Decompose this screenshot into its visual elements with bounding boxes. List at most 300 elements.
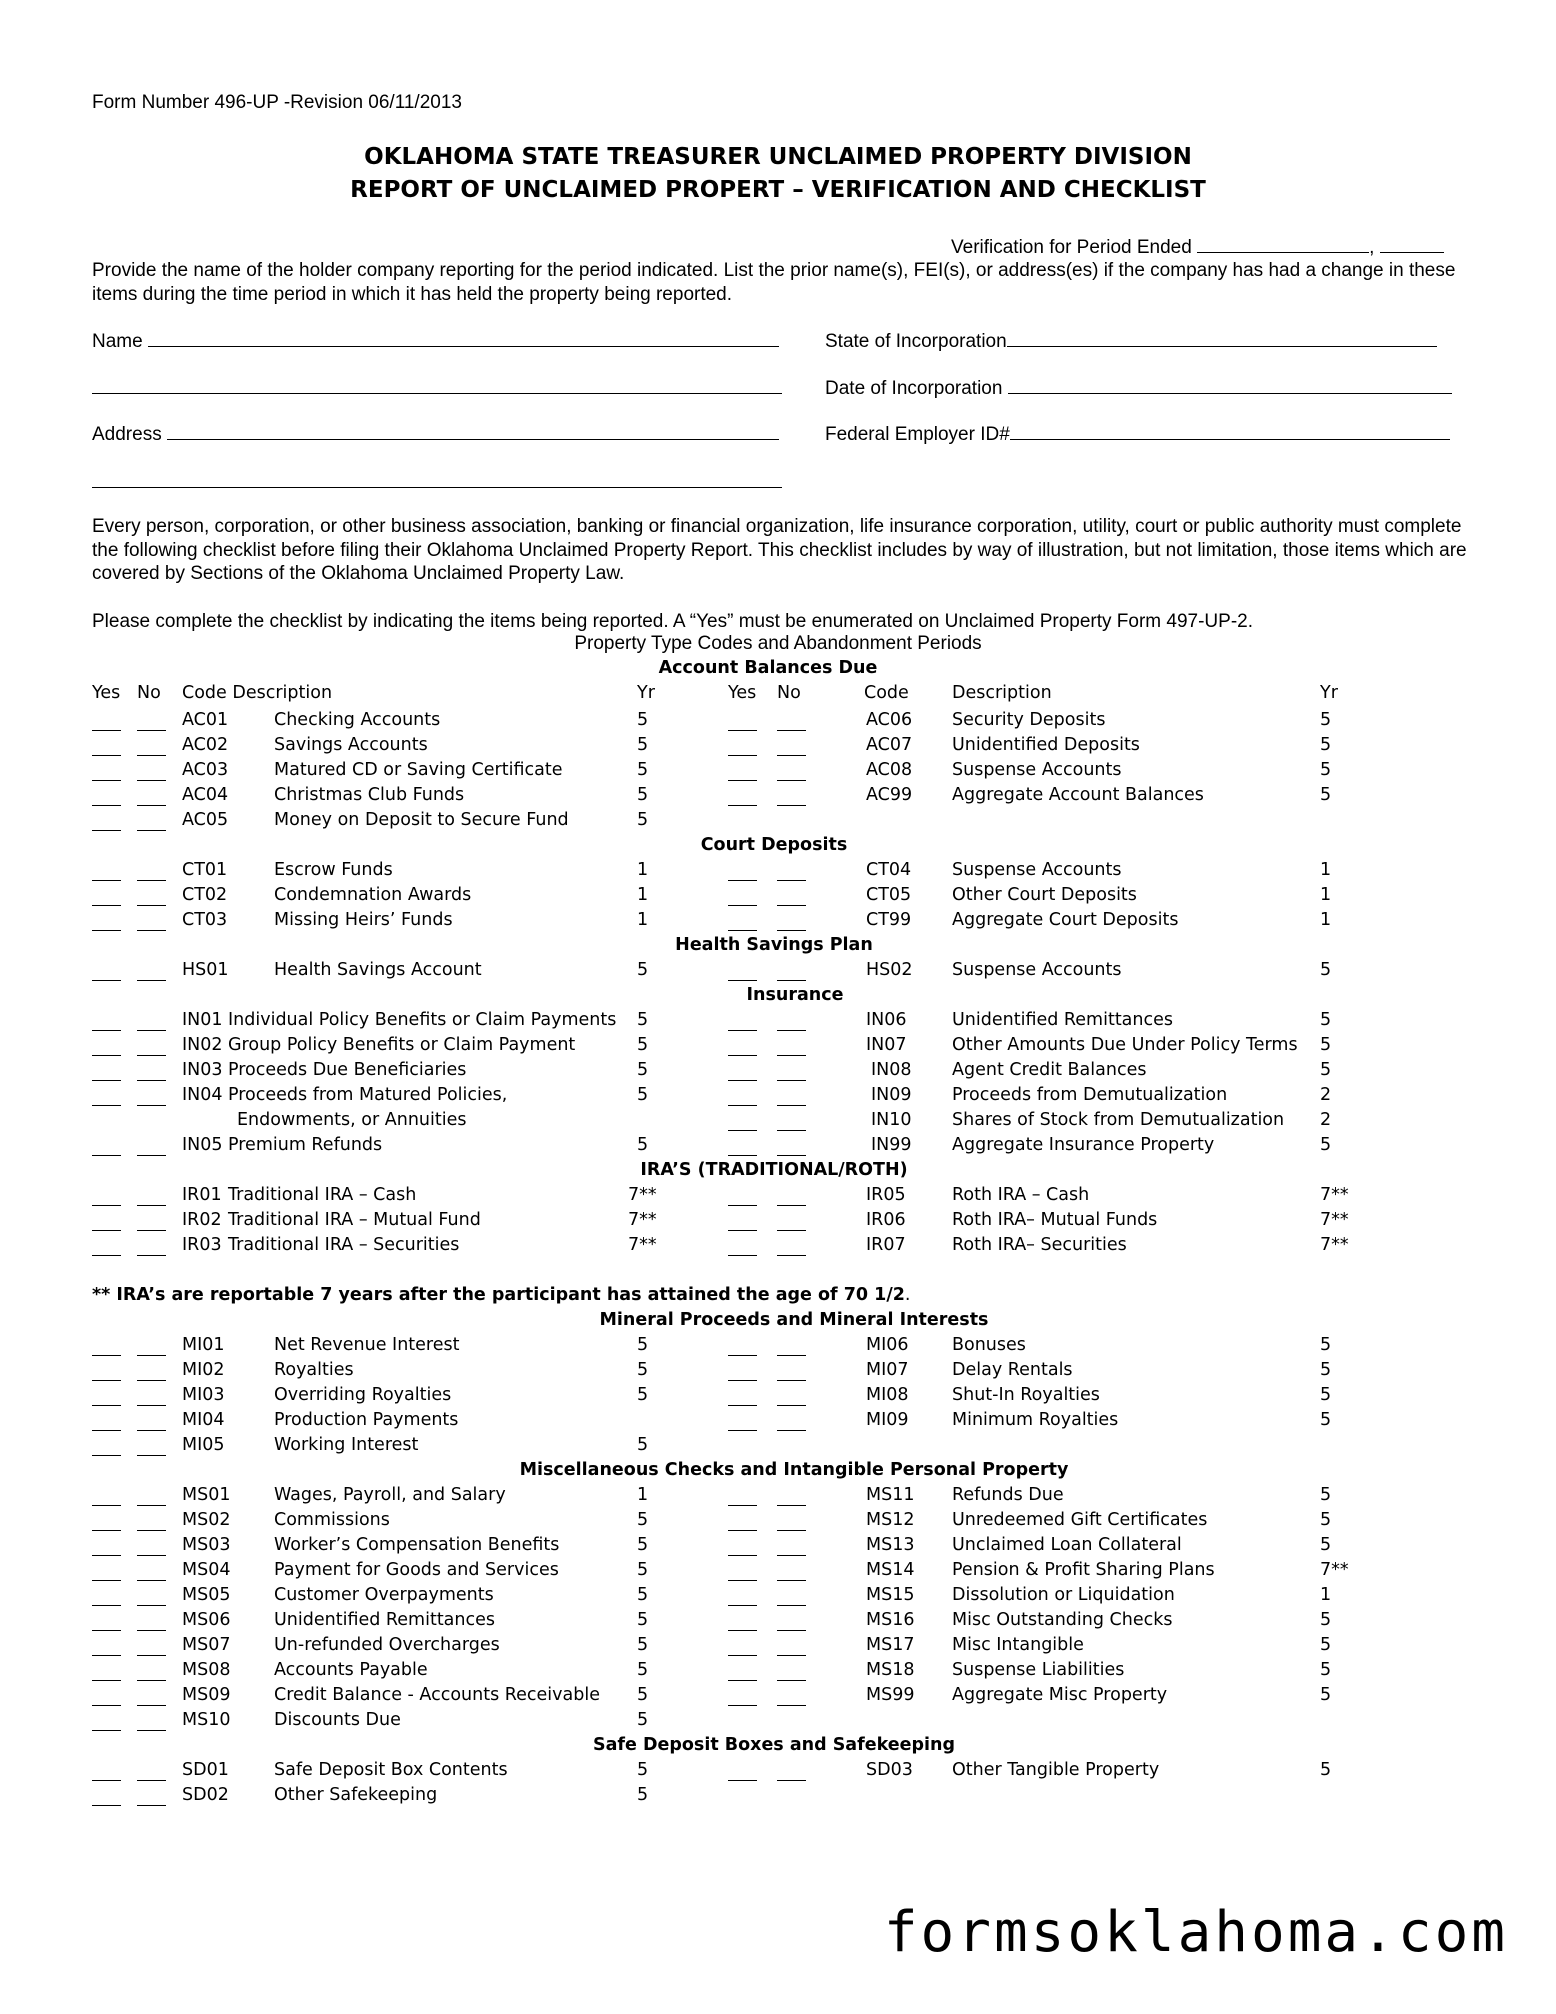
yes-blank-left[interactable] <box>92 1380 121 1381</box>
yes-blank-right[interactable] <box>728 1555 757 1556</box>
no-blank-left[interactable] <box>137 880 166 881</box>
no-blank-right[interactable] <box>777 1530 806 1531</box>
code-left-lc: IR03 <box>182 1235 222 1255</box>
code-left-lc: MS09 <box>182 1685 231 1705</box>
yes-blank-left[interactable] <box>92 1580 121 1581</box>
code-left-lc: MI04 <box>182 1410 225 1430</box>
checklist-row <box>0 1385 1556 1409</box>
yr-left-ly: 5 <box>637 785 649 805</box>
desc-left-ld: Working Interest <box>274 1435 419 1455</box>
code-left-lc: AC05 <box>182 810 229 830</box>
desc-left-ld: Endowments, or Annuities <box>237 1110 467 1130</box>
yr-right-ry: 5 <box>1320 1760 1332 1780</box>
yes-blank-right[interactable] <box>728 1580 757 1581</box>
yes-blank-right[interactable] <box>728 1205 757 1206</box>
code-left-lc: MS07 <box>182 1635 231 1655</box>
yes-blank-right[interactable] <box>728 1530 757 1531</box>
yes-blank-left[interactable] <box>92 1730 121 1731</box>
yes-blank-right[interactable] <box>728 1355 757 1356</box>
no-blank-left[interactable] <box>137 1155 166 1156</box>
yr-left-ly: 5 <box>637 1785 649 1805</box>
yes-blank-left[interactable] <box>92 1055 121 1056</box>
yes-blank-right[interactable] <box>728 1255 757 1256</box>
code-right-rc: MS18 <box>866 1660 915 1680</box>
yr-left-ly: 5 <box>637 1035 649 1055</box>
no-blank-right[interactable] <box>777 1405 806 1406</box>
yes-blank-right[interactable] <box>728 1780 757 1781</box>
yr-left-ly: 5 <box>637 1760 649 1780</box>
yes-blank-left[interactable] <box>92 755 121 756</box>
code-right-rc: CT04 <box>866 860 912 880</box>
checklist-row <box>0 910 1556 934</box>
yr-right-ry: 5 <box>1320 785 1332 805</box>
yes-blank-left[interactable] <box>92 1255 121 1256</box>
no-blank-left[interactable] <box>137 1205 166 1206</box>
no-blank-left[interactable] <box>137 1355 166 1356</box>
col-desc-right: Description <box>952 683 1052 703</box>
no-blank-left[interactable] <box>137 1080 166 1081</box>
yes-blank-left[interactable] <box>92 880 121 881</box>
code-right-rc: IN09 <box>871 1085 912 1105</box>
yes-blank-right[interactable] <box>728 730 757 731</box>
checklist-row <box>0 1535 1556 1559</box>
desc-left-ld: Production Payments <box>274 1410 459 1430</box>
code-left-lc: MS01 <box>182 1485 231 1505</box>
code-right-rc: IR05 <box>866 1185 906 1205</box>
checklist-row <box>0 1085 1556 1109</box>
yr-left-ly: 5 <box>637 1710 649 1730</box>
code-left-lc: IN03 <box>182 1060 223 1080</box>
yes-blank-right[interactable] <box>728 1130 757 1131</box>
no-blank-right[interactable] <box>777 780 806 781</box>
checklist-row <box>0 1635 1556 1659</box>
yr-left-ly: 5 <box>637 1135 649 1155</box>
yes-blank-left[interactable] <box>92 1105 121 1106</box>
holder-instructions: Provide the name of the holder company reporting for the period indicated. List the prior name(s), FEI(s), or address(es) if the company has had a change in these items during the time period in which it has held the property being reported. <box>92 260 1456 305</box>
yr-right-ry: 7** <box>1320 1185 1349 1205</box>
code-right-rc: MI07 <box>866 1360 909 1380</box>
desc-left-ld: Money on Deposit to Secure Fund <box>274 810 569 830</box>
desc-left-ld: Worker’s Compensation Benefits <box>274 1535 560 1555</box>
desc-right-rd: Refunds Due <box>952 1485 1064 1505</box>
yes-blank-right[interactable] <box>728 880 757 881</box>
yes-blank-right[interactable] <box>728 930 757 931</box>
no-blank-right[interactable] <box>777 1105 806 1106</box>
yr-right-ry: 5 <box>1320 1610 1332 1630</box>
no-blank-left[interactable] <box>137 1455 166 1456</box>
checklist-row <box>0 1185 1556 1209</box>
code-left-lc: MS05 <box>182 1585 231 1605</box>
checklist-row <box>0 1760 1556 1784</box>
yr-left-ly: 5 <box>637 960 649 980</box>
no-blank-right[interactable] <box>777 1080 806 1081</box>
date-field[interactable] <box>1008 393 1452 394</box>
no-blank-right[interactable] <box>777 1355 806 1356</box>
yes-blank-left[interactable] <box>92 1230 121 1231</box>
desc-right-rd: Security Deposits <box>952 710 1106 730</box>
desc-right-rd: Other Tangible Property <box>952 1760 1160 1780</box>
no-blank-left[interactable] <box>137 730 166 731</box>
yes-blank-left[interactable] <box>92 1805 121 1806</box>
no-blank-right[interactable] <box>777 1030 806 1031</box>
code-right-rc: MI06 <box>866 1335 909 1355</box>
code-right-rc: MS15 <box>866 1585 915 1605</box>
yes-blank-left[interactable] <box>92 1680 121 1681</box>
no-blank-left[interactable] <box>137 1580 166 1581</box>
yes-blank-right[interactable] <box>728 805 757 806</box>
no-blank-right[interactable] <box>777 930 806 931</box>
yes-blank-left[interactable] <box>92 1655 121 1656</box>
yes-blank-right[interactable] <box>728 980 757 981</box>
yr-right-ry: 5 <box>1320 1135 1332 1155</box>
watermark: formsoklahoma.com <box>883 1900 1508 1965</box>
col-no-right: No <box>777 683 801 703</box>
yes-blank-left[interactable] <box>92 1155 121 1156</box>
desc-right-rd: Unidentified Remittances <box>952 1010 1174 1030</box>
code-left-lc: CT01 <box>182 860 228 880</box>
checklist-row <box>0 1360 1556 1384</box>
checklist-instructions: Every person, corporation, or other business association, banking or financial organization, life insurance corporation, utility, court or public authority must complete the following checklist before filing their Oklahoma Unclaimed Property Report. This checklist includes by way of illustration, but not limitation, those items which are covered by Sections of the Oklahoma Unclaimed Property Law. <box>92 516 1467 584</box>
yr-right-ry: 5 <box>1320 1685 1332 1705</box>
no-blank-right[interactable] <box>777 1705 806 1706</box>
code-left-lc: AC03 <box>182 760 229 780</box>
code-right-rc: IN06 <box>866 1010 907 1030</box>
checklist-row <box>0 1560 1556 1584</box>
yes-blank-left[interactable] <box>92 1530 121 1531</box>
no-blank-right[interactable] <box>777 980 806 981</box>
state-row <box>825 331 1437 353</box>
no-blank-right[interactable] <box>777 1505 806 1506</box>
checklist-row <box>0 860 1556 884</box>
desc-left-ld: Traditional IRA – Cash <box>228 1185 417 1205</box>
no-blank-left[interactable] <box>137 1805 166 1806</box>
period-label: Verification for Period Ended , <box>951 237 1444 259</box>
no-blank-left[interactable] <box>137 1530 166 1531</box>
no-blank-right[interactable] <box>777 1580 806 1581</box>
no-blank-right[interactable] <box>777 1380 806 1381</box>
yes-blank-right[interactable] <box>728 1605 757 1606</box>
no-blank-left[interactable] <box>137 1680 166 1681</box>
code-right-rc: AC99 <box>866 785 913 805</box>
no-blank-right[interactable] <box>777 1230 806 1231</box>
code-right-rc: IN99 <box>871 1135 912 1155</box>
yr-right-ry: 5 <box>1320 1535 1332 1555</box>
no-blank-right[interactable] <box>777 1780 806 1781</box>
col-code-desc: Code Description <box>182 683 333 703</box>
no-blank-left[interactable] <box>137 930 166 931</box>
name-field[interactable] <box>148 346 779 347</box>
code-right-rc: MI09 <box>866 1410 909 1430</box>
yes-blank-left[interactable] <box>92 1405 121 1406</box>
yr-left-ly: 5 <box>637 735 649 755</box>
desc-right-rd: Agent Credit Balances <box>952 1060 1147 1080</box>
yr-right-ry: 5 <box>1320 760 1332 780</box>
yes-blank-left[interactable] <box>92 805 121 806</box>
desc-left-ld: Condemnation Awards <box>274 885 472 905</box>
desc-left-ld: Net Revenue Interest <box>274 1335 460 1355</box>
no-blank-right[interactable] <box>777 805 806 806</box>
no-blank-left[interactable] <box>137 805 166 806</box>
no-blank-left[interactable] <box>137 1630 166 1631</box>
code-left-lc: IN05 <box>182 1135 223 1155</box>
no-blank-right[interactable] <box>777 1205 806 1206</box>
state-label: State of Incorporation <box>825 331 1007 352</box>
address-field-2[interactable] <box>92 487 782 488</box>
desc-right-rd: Aggregate Account Balances <box>952 785 1204 805</box>
desc-right-rd: Aggregate Misc Property <box>952 1685 1168 1705</box>
desc-right-rd: Aggregate Court Deposits <box>952 910 1179 930</box>
no-blank-left[interactable] <box>137 1405 166 1406</box>
name-field-2[interactable] <box>92 393 782 394</box>
address-field[interactable] <box>167 439 779 440</box>
yes-blank-left[interactable] <box>92 1780 121 1781</box>
no-blank-right[interactable] <box>777 1555 806 1556</box>
codes-title: Property Type Codes and Abandonment Periods <box>574 633 982 654</box>
code-right-rc: MS16 <box>866 1610 915 1630</box>
desc-left-ld: Un-refunded Overcharges <box>274 1635 500 1655</box>
desc-right-rd: Suspense Liabilities <box>952 1660 1125 1680</box>
code-left-lc: AC02 <box>182 735 229 755</box>
code-left-lc: MI02 <box>182 1360 225 1380</box>
yr-left-ly: 1 <box>637 1485 649 1505</box>
no-blank-left[interactable] <box>137 1730 166 1731</box>
desc-left-ld: Checking Accounts <box>274 710 441 730</box>
yes-blank-right[interactable] <box>728 1505 757 1506</box>
code-right-rc: MS99 <box>866 1685 915 1705</box>
no-blank-left[interactable] <box>137 1380 166 1381</box>
desc-right-rd: Roth IRA– Mutual Funds <box>952 1210 1158 1230</box>
code-right-rc: MI08 <box>866 1385 909 1405</box>
section-court-deposits: Court Deposits <box>700 835 848 855</box>
yes-blank-left[interactable] <box>92 1705 121 1706</box>
fein-row <box>825 424 1450 446</box>
checklist-row <box>0 1210 1556 1234</box>
yes-blank-left[interactable] <box>92 1430 121 1431</box>
code-right-rc: IN07 <box>866 1035 907 1055</box>
yes-blank-left[interactable] <box>92 1355 121 1356</box>
checklist-row <box>0 760 1556 784</box>
checklist-row <box>0 1110 1556 1134</box>
desc-left-ld: Accounts Payable <box>274 1660 428 1680</box>
code-right-rc: MS11 <box>866 1485 915 1505</box>
ira-note: ** IRA’s are reportable 7 years after the participant has attained the age of 70 1/2. <box>92 1285 911 1305</box>
no-blank-right[interactable] <box>777 1680 806 1681</box>
no-blank-right[interactable] <box>777 1130 806 1131</box>
yes-blank-right[interactable] <box>728 1655 757 1656</box>
desc-left-ld: Savings Accounts <box>274 735 428 755</box>
section-mineral: Mineral Proceeds and Mineral Interests <box>599 1310 989 1330</box>
code-left-lc: IN04 <box>182 1085 223 1105</box>
no-blank-right[interactable] <box>777 880 806 881</box>
yes-blank-left[interactable] <box>92 730 121 731</box>
no-blank-left[interactable] <box>137 1230 166 1231</box>
yr-right-ry: 5 <box>1320 1510 1332 1530</box>
yes-blank-left[interactable] <box>92 1455 121 1456</box>
desc-right-rd: Unredeemed Gift Certificates <box>952 1510 1208 1530</box>
yes-blank-left[interactable] <box>92 1605 121 1606</box>
yr-left-ly: 1 <box>637 885 649 905</box>
no-blank-left[interactable] <box>137 1055 166 1056</box>
col-yes: Yes <box>92 683 121 703</box>
desc-left-ld: Discounts Due <box>274 1710 401 1730</box>
code-right-rc: IN08 <box>871 1060 912 1080</box>
yr-left-ly: 7** <box>628 1185 657 1205</box>
yes-blank-left[interactable] <box>92 780 121 781</box>
col-yr-right: Yr <box>1320 683 1338 703</box>
yr-left-ly: 5 <box>637 1660 649 1680</box>
checklist-row <box>0 1685 1556 1709</box>
period-label-text: Verification for Period Ended <box>951 237 1192 258</box>
checklist-row <box>0 1585 1556 1609</box>
no-blank-left[interactable] <box>137 1605 166 1606</box>
no-blank-right[interactable] <box>777 1255 806 1256</box>
no-blank-left[interactable] <box>137 830 166 831</box>
code-right-rc: IR06 <box>866 1210 906 1230</box>
no-blank-left[interactable] <box>137 755 166 756</box>
desc-left-ld: Payment for Goods and Services <box>274 1560 559 1580</box>
code-right-rc: MS13 <box>866 1535 915 1555</box>
checklist-row <box>0 1410 1556 1434</box>
checklist-row <box>0 1135 1556 1159</box>
yr-left-ly: 5 <box>637 1510 649 1530</box>
yr-left-ly: 5 <box>637 1585 649 1605</box>
no-blank-right[interactable] <box>777 1155 806 1156</box>
no-blank-left[interactable] <box>137 1430 166 1431</box>
yes-blank-right[interactable] <box>728 1705 757 1706</box>
period-date-field[interactable] <box>1197 252 1369 253</box>
code-left-lc: CT02 <box>182 885 228 905</box>
checklist-row <box>0 785 1556 809</box>
yes-blank-right[interactable] <box>728 1630 757 1631</box>
code-left-lc: IR02 <box>182 1210 222 1230</box>
yes-blank-right[interactable] <box>728 1680 757 1681</box>
name-line-2 <box>92 378 782 400</box>
complete-instructions: Please complete the checklist by indicating the items being reported. A “Yes” must be enumerated on Unclaimed Property Form 497-UP-2. <box>92 611 1253 632</box>
yr-left-ly: 5 <box>637 1435 649 1455</box>
page-subtitle: REPORT OF UNCLAIMED PROPERT – VERIFICATION AND CHECKLIST <box>350 177 1206 203</box>
no-blank-left[interactable] <box>137 980 166 981</box>
desc-right-rd: Unidentified Deposits <box>952 735 1140 755</box>
address-row <box>92 424 779 446</box>
yes-blank-left[interactable] <box>92 1555 121 1556</box>
yr-left-ly: 7** <box>628 1235 657 1255</box>
period-year-field[interactable] <box>1380 252 1444 253</box>
yr-right-ry: 5 <box>1320 710 1332 730</box>
code-left-lc: IN02 <box>182 1035 223 1055</box>
yes-blank-right[interactable] <box>728 905 757 906</box>
no-blank-left[interactable] <box>137 1030 166 1031</box>
yes-blank-left[interactable] <box>92 980 121 981</box>
yr-right-ry: 7** <box>1320 1235 1349 1255</box>
desc-right-rd: Dissolution or Liquidation <box>952 1585 1175 1605</box>
checklist-row <box>0 1785 1556 1809</box>
no-blank-left[interactable] <box>137 1780 166 1781</box>
yr-right-ry: 5 <box>1320 1635 1332 1655</box>
no-blank-left[interactable] <box>137 1655 166 1656</box>
section-misc: Miscellaneous Checks and Intangible Personal Property <box>519 1460 1069 1480</box>
yes-blank-right[interactable] <box>728 1105 757 1106</box>
code-right-rc: MS17 <box>866 1635 915 1655</box>
checklist-row <box>0 1485 1556 1509</box>
yes-blank-right[interactable] <box>728 780 757 781</box>
no-blank-left[interactable] <box>137 905 166 906</box>
column-headers <box>0 683 1556 707</box>
yr-right-ry: 1 <box>1320 885 1332 905</box>
desc-right-rd: Roth IRA– Securities <box>952 1235 1127 1255</box>
yes-blank-left[interactable] <box>92 930 121 931</box>
yes-blank-right[interactable] <box>728 1430 757 1431</box>
section-insurance: Insurance <box>746 985 844 1005</box>
yes-blank-left[interactable] <box>92 830 121 831</box>
code-left-lc: MI03 <box>182 1385 225 1405</box>
checklist-row <box>0 1010 1556 1034</box>
no-blank-right[interactable] <box>777 1430 806 1431</box>
yes-blank-right[interactable] <box>728 1405 757 1406</box>
desc-right-rd: Other Amounts Due Under Policy Terms <box>952 1035 1298 1055</box>
no-blank-left[interactable] <box>137 1105 166 1106</box>
code-left-lc: IR01 <box>182 1185 222 1205</box>
desc-left-ld: Credit Balance - Accounts Receivable <box>274 1685 600 1705</box>
col-yes-right: Yes <box>728 683 757 703</box>
code-left-lc: MI05 <box>182 1435 225 1455</box>
no-blank-left[interactable] <box>137 1505 166 1506</box>
yes-blank-right[interactable] <box>728 1080 757 1081</box>
no-blank-right[interactable] <box>777 905 806 906</box>
no-blank-left[interactable] <box>137 1555 166 1556</box>
yes-blank-left[interactable] <box>92 905 121 906</box>
no-blank-left[interactable] <box>137 1705 166 1706</box>
yes-blank-right[interactable] <box>728 1155 757 1156</box>
no-blank-right[interactable] <box>777 1055 806 1056</box>
no-blank-left[interactable] <box>137 780 166 781</box>
yes-blank-left[interactable] <box>92 1030 121 1031</box>
desc-left-ld: Health Savings Account <box>274 960 482 980</box>
desc-left-ld: Proceeds from Matured Policies, <box>228 1085 508 1105</box>
yes-blank-left[interactable] <box>92 1505 121 1506</box>
desc-left-ld: Other Safekeeping <box>274 1785 438 1805</box>
yes-blank-left[interactable] <box>92 1630 121 1631</box>
yes-blank-right[interactable] <box>728 1055 757 1056</box>
desc-right-rd: Suspense Accounts <box>952 860 1122 880</box>
code-right-rc: IR07 <box>866 1235 906 1255</box>
fein-field[interactable] <box>1010 439 1450 440</box>
code-right-rc: MS14 <box>866 1560 915 1580</box>
yes-blank-left[interactable] <box>92 1205 121 1206</box>
yes-blank-right[interactable] <box>728 1380 757 1381</box>
no-blank-right[interactable] <box>777 1630 806 1631</box>
no-blank-left[interactable] <box>137 1255 166 1256</box>
yr-right-ry: 5 <box>1320 1035 1332 1055</box>
yes-blank-right[interactable] <box>728 1230 757 1231</box>
desc-right-rd: Shut-In Royalties <box>952 1385 1100 1405</box>
yr-left-ly: 5 <box>637 1060 649 1080</box>
checklist-row <box>0 1235 1556 1259</box>
no-blank-right[interactable] <box>777 755 806 756</box>
yes-blank-left[interactable] <box>92 1080 121 1081</box>
yr-right-ry: 7** <box>1320 1210 1349 1230</box>
yes-blank-right[interactable] <box>728 1030 757 1031</box>
yes-blank-right[interactable] <box>728 755 757 756</box>
yr-right-ry: 5 <box>1320 1010 1332 1030</box>
no-blank-right[interactable] <box>777 1605 806 1606</box>
no-blank-right[interactable] <box>777 1655 806 1656</box>
code-left-lc: IN01 <box>182 1010 223 1030</box>
state-field[interactable] <box>1007 346 1437 347</box>
code-right-rc: AC07 <box>866 735 913 755</box>
yr-right-ry: 5 <box>1320 1410 1332 1430</box>
yr-left-ly: 5 <box>637 1085 649 1105</box>
no-blank-right[interactable] <box>777 730 806 731</box>
